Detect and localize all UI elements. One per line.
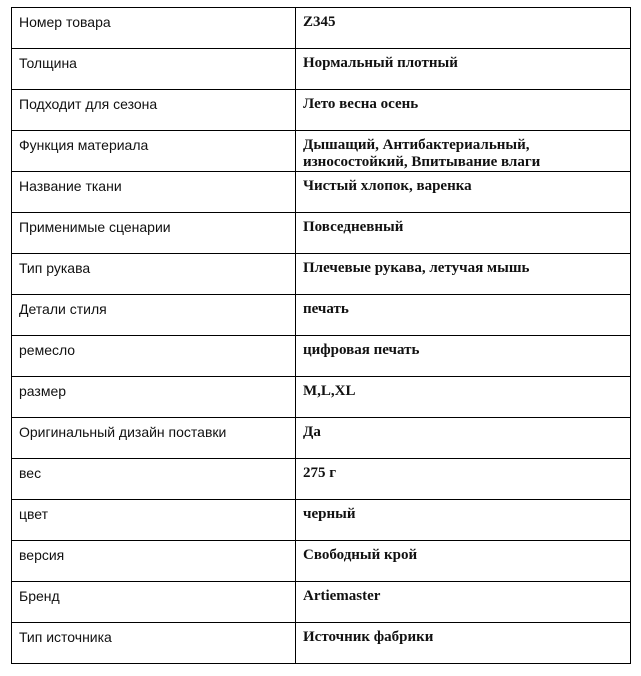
spec-value: 275 г bbox=[296, 459, 631, 500]
table-row bbox=[12, 500, 631, 541]
product-spec-table bbox=[11, 7, 631, 664]
spec-label: Номер товара bbox=[12, 8, 296, 49]
table-row bbox=[12, 459, 631, 500]
spec-value: Повседневный bbox=[296, 213, 631, 254]
table-row bbox=[12, 418, 631, 459]
spec-value: Дышащий, Антибактериальный, износостойкий, Впитывание влаги bbox=[296, 131, 631, 172]
spec-value: Да bbox=[296, 418, 631, 459]
spec-label: размер bbox=[12, 377, 296, 418]
spec-value: Чистый хлопок, варенка bbox=[296, 172, 631, 213]
spec-label: Толщина bbox=[12, 49, 296, 90]
spec-label: цвет bbox=[12, 500, 296, 541]
table-row bbox=[12, 254, 631, 295]
table-row bbox=[12, 131, 631, 172]
table-row bbox=[12, 623, 631, 664]
table-row bbox=[12, 90, 631, 131]
table-row bbox=[12, 336, 631, 377]
spec-label: Детали стиля bbox=[12, 295, 296, 336]
table-row bbox=[12, 377, 631, 418]
spec-value: M,L,XL bbox=[296, 377, 631, 418]
spec-value: Artiemaster bbox=[296, 582, 631, 623]
table-row bbox=[12, 213, 631, 254]
spec-label: Функция материала bbox=[12, 131, 296, 172]
table-row bbox=[12, 295, 631, 336]
spec-label: Оригинальный дизайн поставки bbox=[12, 418, 296, 459]
table-row bbox=[12, 172, 631, 213]
spec-label: Тип рукава bbox=[12, 254, 296, 295]
spec-value: Плечевые рукава, летучая мышь bbox=[296, 254, 631, 295]
spec-label: версия bbox=[12, 541, 296, 582]
spec-value: Источник фабрики bbox=[296, 623, 631, 664]
spec-value: черный bbox=[296, 500, 631, 541]
table-row bbox=[12, 582, 631, 623]
spec-value: Нормальный плотный bbox=[296, 49, 631, 90]
table-row bbox=[12, 8, 631, 49]
table-row bbox=[12, 49, 631, 90]
spec-value: печать bbox=[296, 295, 631, 336]
spec-label: Бренд bbox=[12, 582, 296, 623]
spec-label: Применимые сценарии bbox=[12, 213, 296, 254]
spec-label: вес bbox=[12, 459, 296, 500]
table-row bbox=[12, 541, 631, 582]
spec-value: Лето весна осень bbox=[296, 90, 631, 131]
spec-label: ремесло bbox=[12, 336, 296, 377]
spec-value: Свободный крой bbox=[296, 541, 631, 582]
spec-value: Z345 bbox=[296, 8, 631, 49]
spec-label: Название ткани bbox=[12, 172, 296, 213]
spec-value: цифровая печать bbox=[296, 336, 631, 377]
spec-label: Подходит для сезона bbox=[12, 90, 296, 131]
spec-label: Тип источника bbox=[12, 623, 296, 664]
